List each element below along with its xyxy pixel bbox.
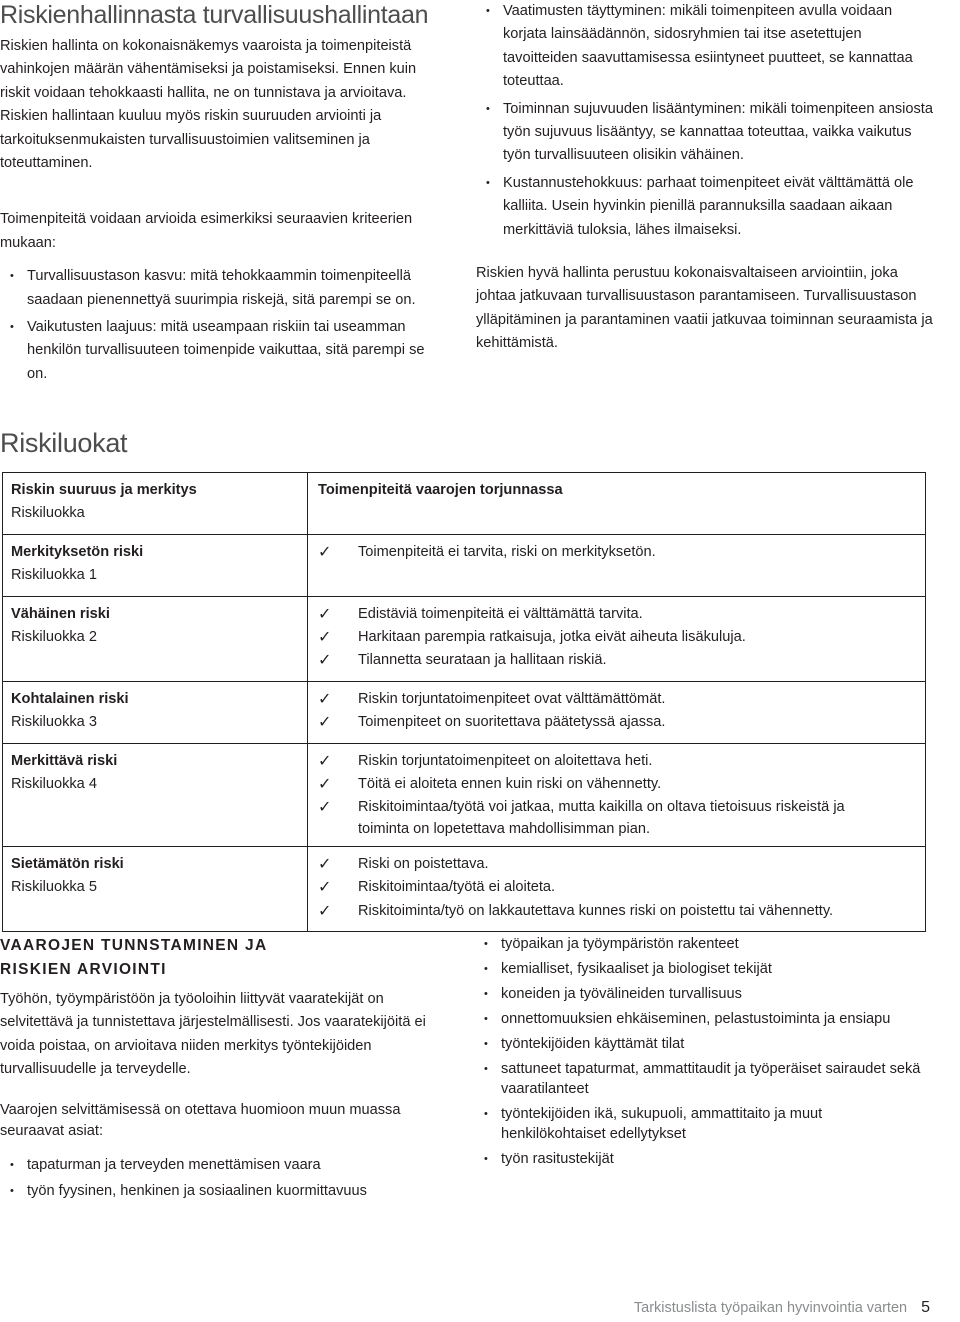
criteria-list-right	[476, 0, 936, 242]
action-text: Toimenpiteet on suoritettava päätetyssä ajassa.	[358, 714, 666, 731]
risk-actions-cell	[308, 743, 926, 846]
list-item: • Turvallisuustason kasvu: mitä tehokkaammin toimenpiteellä saadaan pienennettyä suurimpia riskejä, sitä parempi se on.	[0, 265, 448, 312]
list-item: • työntekijöiden käyttämät tilat	[474, 1034, 924, 1054]
hazard-list-right	[474, 934, 924, 1169]
checkmark-icon: ✓	[318, 714, 332, 732]
risk-class-label: Riskiluokka 5	[11, 879, 97, 896]
list-item: • Kustannustehokkuus: parhaat toimenpiteet eivät välttämättä ole kalliita. Usein hyvinkin pienillä parannuksilla saadaan aikaan merkittäviä tuloksia, lähes ilmaiseksi.	[476, 172, 936, 242]
intro-right-column	[476, 0, 936, 356]
risk-level-name: Vähäinen riski	[11, 605, 110, 622]
intro-paragraph-2: Toimenpiteitä voidaan arvioida esimerkiksi seuraavien kriteerien mukaan:	[0, 211, 413, 251]
action-item	[318, 773, 925, 796]
action-text: toiminta on lopetettava mahdollisimman pian.	[358, 820, 651, 837]
hazard-list-left	[0, 1152, 440, 1204]
checkmark-icon: ✓	[318, 605, 332, 623]
list-item: • Vaikutusten laajuus: mitä useampaan riskiin tai useamman henkilön turvallisuuteen toimenpide vaikuttaa, sitä parempi se on.	[0, 316, 448, 386]
checkmark-icon: ✓	[318, 543, 332, 561]
action-item-continuation	[318, 820, 925, 838]
checkmark-icon: ✓	[318, 776, 332, 794]
hazard-heading-line-2: RISKIEN ARVIOINTI	[0, 961, 167, 978]
action-text: Riskitoimintaa/työtä ei aloiteta.	[358, 879, 556, 896]
action-text: Riskin torjuntatoimenpiteet on aloitettava heti.	[358, 752, 653, 769]
list-item: • koneiden ja työvälineiden turvallisuus	[474, 984, 924, 1004]
action-item	[318, 711, 925, 734]
risk-class-label: Riskiluokka 3	[11, 714, 97, 731]
list-item: • työntekijöiden ikä, sukupuoli, ammattitaito ja muut henkilökohtaiset edellytykset	[474, 1104, 924, 1144]
risk-actions-cell	[308, 596, 926, 681]
hazard-paragraph-1: Työhön, työympäristöön ja työoloihin liittyvät vaaratekijät on selvitettävä ja tunnistettava järjestelmällisesti. Jos vaaratekijöitä ei voida poistaa, on arvioitava niiden merkitys työntekijöiden turvallisuudelle ja terveydelle.	[0, 991, 426, 1078]
risk-level-cell	[3, 743, 308, 846]
risk-level-name: Kohtalainen riski	[11, 690, 129, 707]
page-footer	[634, 1299, 930, 1317]
action-text: Riski on poistettava.	[358, 855, 489, 872]
action-text: Riskitoiminta/työ on lakkautettava kunnes riski on poistettu tai vähennetty.	[358, 902, 834, 919]
risk-class-label: Riskiluokka 4	[11, 776, 97, 793]
footer-title: Tarkistuslista työpaikan hyvinvointia varten	[633, 1300, 908, 1316]
action-item	[318, 900, 925, 923]
action-text: Edistäviä toimenpiteitä ei välttämättä tarvita.	[358, 605, 643, 622]
hazard-right-column	[474, 934, 924, 1174]
action-item	[318, 750, 925, 773]
action-text: Riskin torjuntatoimenpiteet ovat välttämättömät.	[358, 690, 666, 707]
checkmark-icon: ✓	[318, 652, 332, 670]
intro-left-column	[0, 0, 448, 386]
risk-rows	[3, 534, 926, 931]
intro-paragraph-3: Riskien hyvä hallinta perustuu kokonaisvaltaiseen arviointiin, joka johtaa jatkuvaan turvallisuustason parantamiseen. Turvallisuustason ylläpitäminen ja parantaminen vaatii jatkuvaa toiminnan seuraamista ja kehittämistä.	[476, 265, 933, 352]
list-item: • onnettomuuksien ehkäiseminen, pelastustoiminta ja ensiapu	[474, 1009, 924, 1029]
table-row	[3, 743, 926, 846]
list-item: • työn fyysinen, henkinen ja sosiaalinen kuormittavuus	[0, 1178, 440, 1204]
action-text: Riskitoimintaa/työtä voi jatkaa, mutta kaikilla on oltava tietoisuus riskeistä ja	[358, 799, 845, 816]
hazard-left-column	[0, 934, 440, 1204]
criteria-list-left	[0, 265, 448, 386]
action-text: Tilannetta seurataan ja hallitaan riskiä.	[358, 652, 607, 669]
table-header-row	[3, 473, 926, 535]
risk-class-label: Riskiluokka 2	[11, 629, 97, 646]
intro-paragraph-1: Riskien hallinta on kokonaisnäkemys vaaroista ja toimenpiteistä vahinkojen määrän vähentämiseksi ja poistamiseksi. Ennen kuin riskit voidaan tehokkaasti hallita, ne on tunnistava ja arvioitava. Riskien hallintaan kuuluu myös riskin suuruuden arviointi ja tarkoituksenmukaisten turvallisuustoimien valitseminen ja toteuttaminen.	[0, 38, 417, 172]
action-item	[318, 796, 925, 819]
risk-class-table	[2, 472, 926, 932]
page-title: Riskienhallinnasta turvallisuushallintaan	[0, 1, 429, 29]
action-item	[318, 541, 925, 564]
action-text: Töitä ei aloiteta ennen kuin riski on vähennetty.	[358, 776, 662, 793]
checkmark-icon: ✓	[318, 752, 332, 770]
table-row	[3, 681, 926, 743]
header-left-title: Riskin suuruus ja merkitys	[11, 482, 197, 498]
header-right-title: Toimenpiteitä vaarojen torjunnassa	[318, 482, 563, 498]
risk-level-cell	[3, 681, 308, 743]
action-item	[318, 626, 925, 649]
header-left-subtitle: Riskiluokka	[11, 505, 85, 522]
list-item: • työpaikan ja työympäristön rakenteet	[474, 934, 924, 954]
checkmark-icon: ✓	[318, 879, 332, 897]
checkmark-icon: ✓	[318, 902, 332, 920]
hazard-heading-line-1: VAAROJEN TUNNSTAMINEN JA	[0, 937, 268, 954]
checkmark-icon: ✓	[318, 629, 332, 647]
list-item: • sattuneet tapaturmat, ammattitaudit ja työperäiset sairaudet sekä vaaratilanteet	[474, 1059, 924, 1099]
section-title-riskiluokat: Riskiluokat	[0, 428, 128, 458]
action-item	[318, 649, 925, 672]
page-number: 5	[921, 1299, 930, 1316]
checkmark-icon: ✓	[318, 690, 332, 708]
list-item: • työn rasitustekijät	[474, 1149, 924, 1169]
hazard-paragraph-2: Vaarojen selvittämisessä on otettava huomioon muun muassa seuraavat asiat:	[0, 1101, 401, 1139]
action-text: Harkitaan parempia ratkaisuja, jotka eivät aiheuta lisäkuluja.	[358, 629, 746, 646]
table-row	[3, 596, 926, 681]
action-item	[318, 876, 925, 899]
risk-level-cell	[3, 534, 308, 596]
header-left-cell	[3, 473, 308, 535]
action-item	[318, 688, 925, 711]
risk-level-name: Merkityksetön riski	[11, 543, 144, 560]
risk-actions-cell	[308, 846, 926, 931]
list-item: • Vaatimusten täyttyminen: mikäli toimenpiteen avulla voidaan korjata lainsäädännön, sidosryhmien tai itse asetettujen tavoitteiden saavuttamisessa esiintyneet puutteet, se kannattaa toteuttaa.	[476, 0, 936, 94]
checkmark-icon: ✓	[318, 799, 332, 817]
risk-level-cell	[3, 596, 308, 681]
header-right-cell	[308, 473, 926, 535]
risk-level-cell	[3, 846, 308, 931]
risk-level-name: Merkittävä riski	[11, 752, 118, 769]
list-item: • tapaturman ja terveyden menettämisen vaara	[0, 1152, 440, 1178]
checkmark-icon: ✓	[318, 855, 332, 873]
table-row	[3, 846, 926, 931]
action-text: Toimenpiteitä ei tarvita, riski on merkityksetön.	[358, 543, 656, 560]
table-row	[3, 534, 926, 596]
risk-level-name: Sietämätön riski	[11, 855, 124, 872]
action-item	[318, 603, 925, 626]
list-item: • Toiminnan sujuvuuden lisääntyminen: mikäli toimenpiteen ansiosta työn sujuvuus lisääntyy, se kannattaa toteuttaa, vaikka vaikutus työn turvallisuuteen olisikin vähäinen.	[476, 98, 936, 168]
risk-class-label: Riskiluokka 1	[11, 567, 97, 584]
risk-actions-cell	[308, 534, 926, 596]
action-item	[318, 853, 925, 876]
list-item: • kemialliset, fysikaaliset ja biologiset tekijät	[474, 959, 924, 979]
risk-actions-cell	[308, 681, 926, 743]
